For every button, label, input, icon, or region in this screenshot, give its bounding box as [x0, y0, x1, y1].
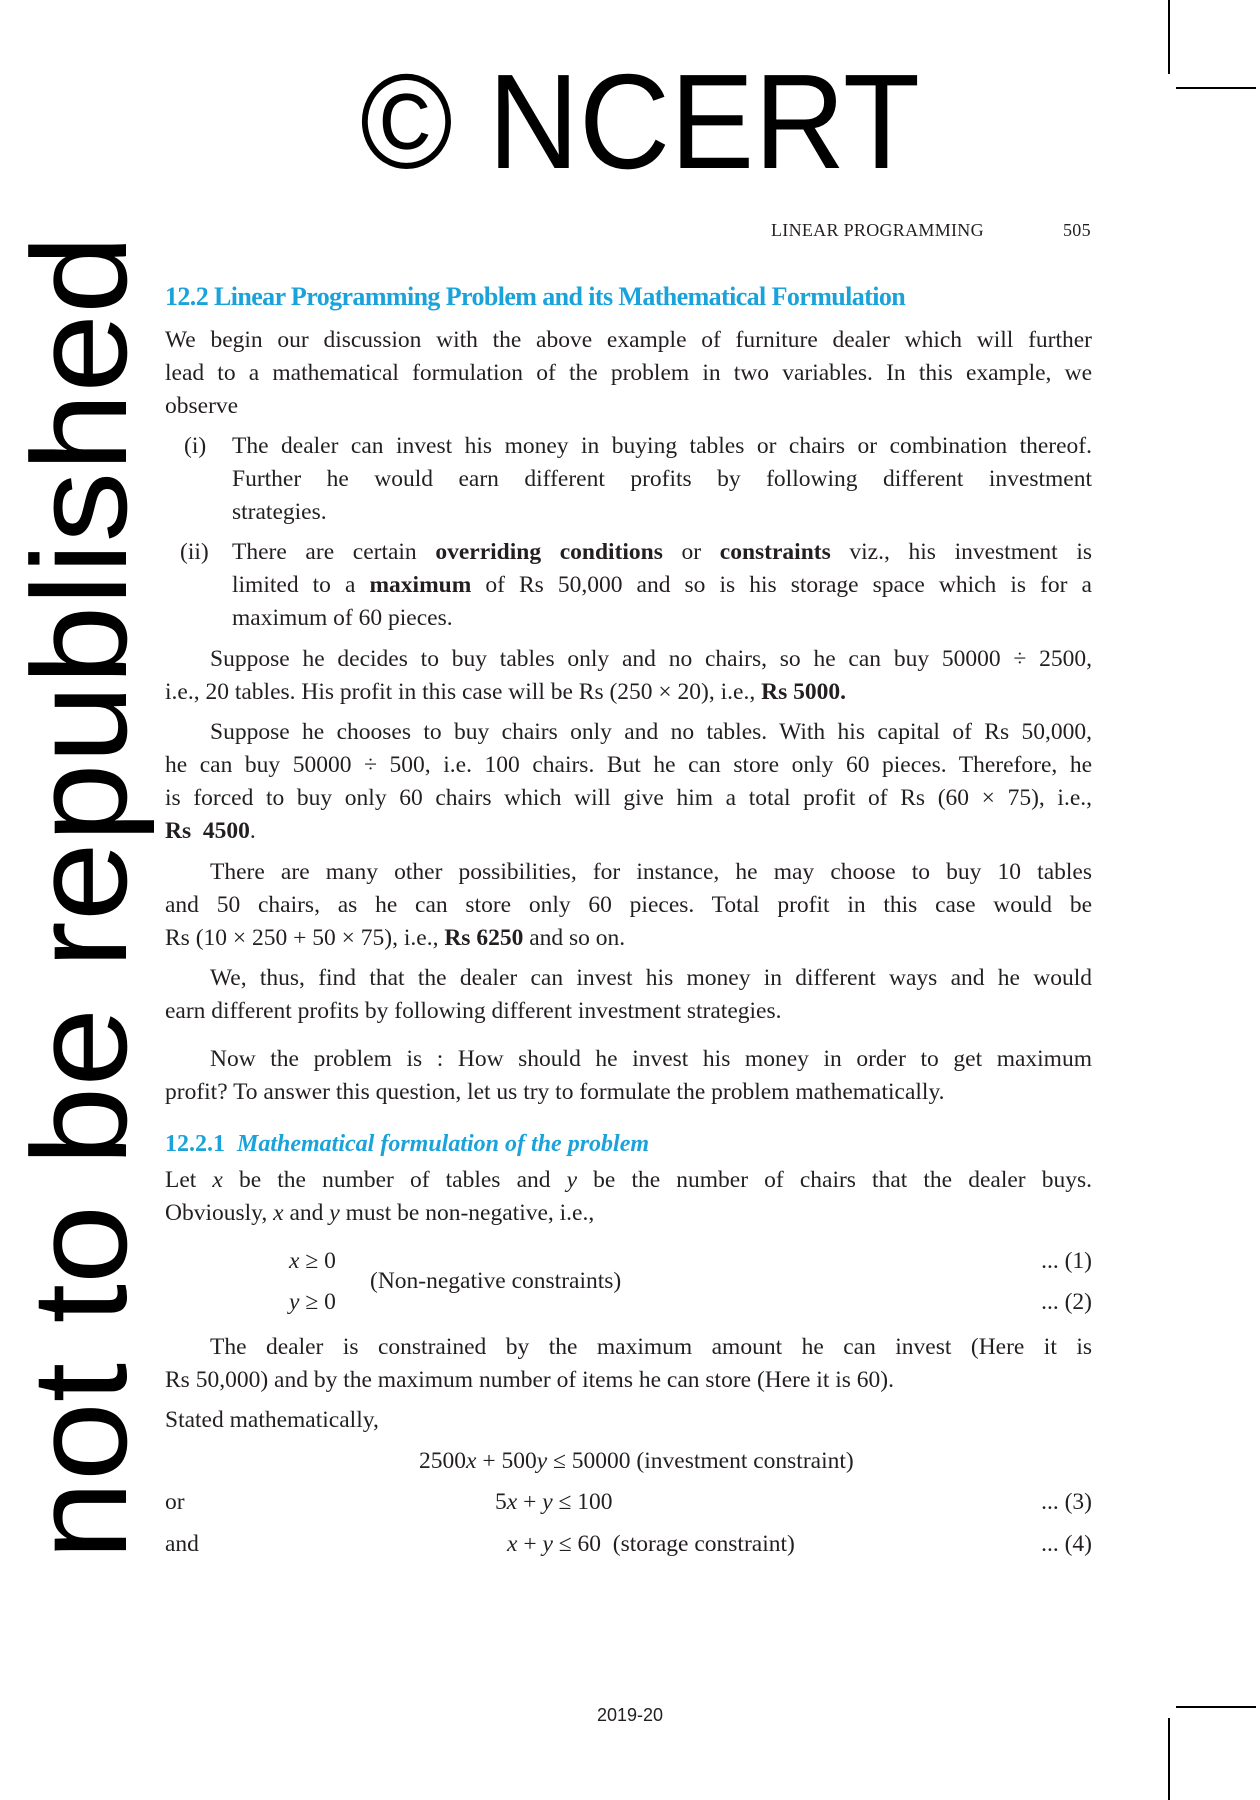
paragraph-line: The dealer is constrained by the maximum amount he can invest (Here it is — [210, 1334, 1092, 1360]
paragraph-line: i.e., 20 tables. His profit in this case will be Rs (250 × 20), i.e., Rs 5000. — [165, 679, 846, 705]
watermark-copyright: © NCERT — [360, 46, 920, 197]
section-heading: 12.2 Linear Programming Problem and its Mathematical Formulation — [165, 282, 906, 311]
paragraph-line: Rs 4500. — [165, 818, 256, 844]
watermark-notice: not to be republished — [4, 299, 155, 1560]
paragraph-line: There are many other possibilities, for instance, he may choose to buy 10 tables — [210, 859, 1092, 885]
footer-year: 2019-20 — [596, 1705, 664, 1725]
paragraph-line: Stated mathematically, — [165, 1407, 379, 1433]
list-number: (i) — [184, 433, 207, 459]
constraint-label: (Non-negative constraints) — [370, 1268, 622, 1294]
paragraph-line: lead to a mathematical formulation of the problem in two variables. In this example, we — [165, 360, 1092, 386]
paragraph-line: We begin our discussion with the above example of furniture dealer which will further — [165, 327, 1092, 353]
crop-mark — [1168, 0, 1170, 74]
list-number: (ii) — [180, 539, 209, 565]
paragraph-line: and 50 chairs, as he can store only 60 pieces. Total profit in this case would be — [165, 892, 1092, 918]
paragraph-line: Obviously, x and y must be non-negative, i.e., — [165, 1200, 595, 1226]
list-item-line: maximum of 60 pieces. — [232, 605, 453, 631]
paragraph-line: observe — [165, 393, 239, 419]
equation-tag: ... (1) — [1041, 1248, 1092, 1274]
equation-tag: ... (4) — [1041, 1531, 1092, 1557]
page-number: 505 — [1063, 220, 1091, 240]
paragraph-line: Now the problem is : How should he invest his money in order to get maximum — [210, 1046, 1092, 1072]
paragraph-line: We, thus, find that the dealer can invest his money in different ways and he would — [210, 965, 1092, 991]
equation-4: x + y ≤ 60 (storage constraint) — [507, 1531, 795, 1557]
list-item-line: There are certain overriding conditions or constraints viz., his investment is — [232, 539, 1093, 565]
paragraph-line: he can buy 50000 ÷ 500, i.e. 100 chairs. But he can store only 60 pieces. Therefore, he — [165, 752, 1092, 778]
paragraph-line: profit? To answer this question, let us try to formulate the problem mathematically. — [165, 1079, 945, 1105]
equation-prefix: or — [165, 1489, 185, 1515]
paragraph-line: Suppose he decides to buy tables only and no chairs, so he can buy 50000 ÷ 2500, — [210, 646, 1092, 672]
paragraph-line: earn different profits by following different investment strategies. — [165, 998, 782, 1024]
equation-3: 5x + y ≤ 100 — [495, 1489, 613, 1515]
crop-mark — [1168, 1718, 1170, 1800]
running-title: LINEAR PROGRAMMING — [771, 220, 984, 240]
list-item-line: strategies. — [232, 499, 327, 525]
paragraph-line: is forced to buy only 60 chairs which will give him a total profit of Rs (60 × 75), i.e., — [165, 785, 1092, 811]
paragraph-line: Suppose he chooses to buy chairs only and no tables. With his capital of Rs 50,000, — [210, 719, 1092, 745]
paragraph-line: Let x be the number of tables and y be the number of chairs that the dealer buys. — [165, 1167, 1092, 1193]
list-item-line: limited to a maximum of Rs 50,000 and so is his storage space which is for a — [232, 572, 1092, 598]
paragraph-line: Rs 50,000) and by the maximum number of items he can store (Here it is 60). — [165, 1367, 894, 1393]
paragraph-line: Rs (10 × 250 + 50 × 75), i.e., Rs 6250 and so on. — [165, 925, 626, 951]
equation-prefix: and — [165, 1531, 199, 1557]
list-item-line: Further he would earn different profits by following different investment — [232, 466, 1092, 492]
equation-2: y ≥ 0 — [289, 1289, 336, 1315]
crop-mark — [1176, 87, 1256, 89]
subsection-heading: 12.2.1 Mathematical formulation of the problem — [165, 1131, 650, 1157]
investment-equation: 2500x + 500y ≤ 50000 (investment constraint) — [419, 1448, 854, 1474]
list-item-line: The dealer can invest his money in buying tables or chairs or combination thereof. — [232, 433, 1092, 459]
equation-tag: ... (2) — [1041, 1289, 1092, 1315]
equation-1: x ≥ 0 — [289, 1248, 336, 1274]
equation-tag: ... (3) — [1041, 1489, 1092, 1515]
